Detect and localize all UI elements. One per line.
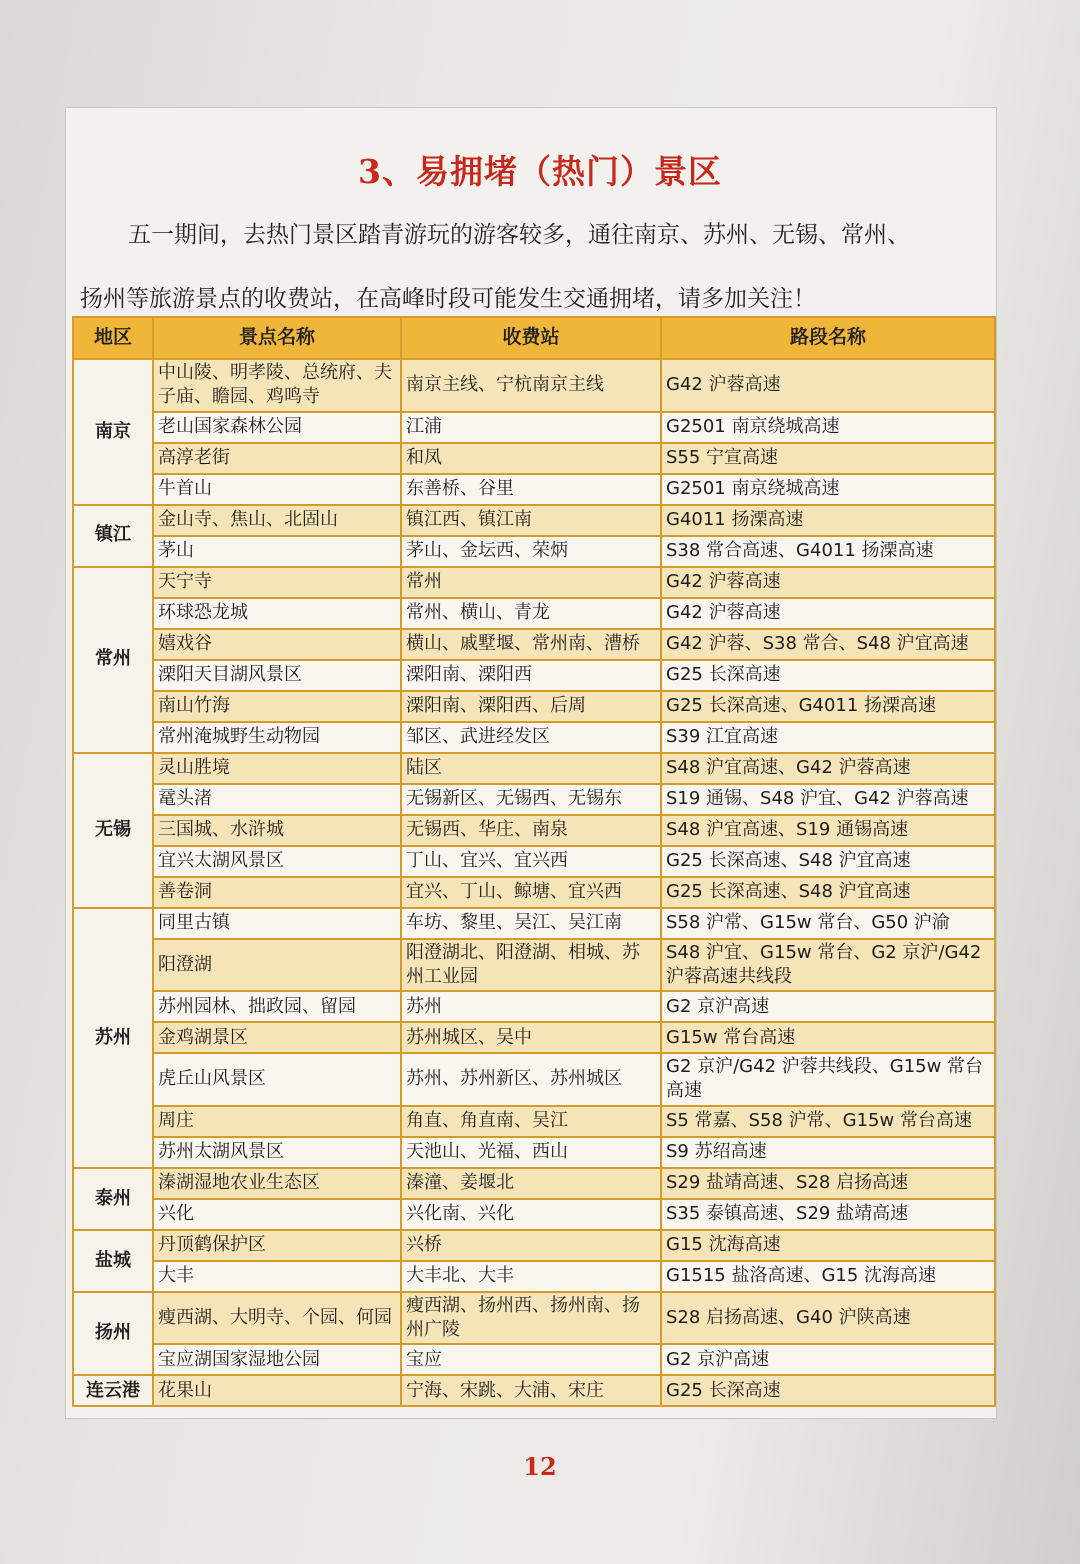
table-row xyxy=(73,1230,995,1261)
region-cell: 扬州 xyxy=(73,1292,153,1376)
scenic-spot-cell: 溱湖湿地农业生态区 xyxy=(153,1168,401,1199)
toll-station-cell: 溱潼、姜堰北 xyxy=(401,1168,661,1199)
scenic-spot-cell: 瘦西湖、大明寺、个园、何园 xyxy=(153,1292,401,1345)
toll-station-cell: 陆区 xyxy=(401,753,661,784)
road-section-cell: S9 苏绍高速 xyxy=(661,1137,995,1168)
road-section-cell: G2 京沪高速 xyxy=(661,991,995,1022)
table-row xyxy=(73,1053,995,1106)
table-body xyxy=(73,359,995,1406)
scenic-spot-cell: 高淳老街 xyxy=(153,443,401,474)
toll-station-cell: 溧阳南、溧阳西、后周 xyxy=(401,691,661,722)
page-number: 12 xyxy=(523,1452,557,1481)
toll-station-cell: 丁山、宜兴、宜兴西 xyxy=(401,846,661,877)
scenic-spot-cell: 三国城、水浒城 xyxy=(153,815,401,846)
header-scenic-spot: 景点名称 xyxy=(153,317,401,359)
region-cell: 镇江 xyxy=(73,505,153,567)
toll-station-cell: 宝应 xyxy=(401,1344,661,1375)
region-cell: 苏州 xyxy=(73,908,153,1168)
scenic-spot-cell: 鼋头渚 xyxy=(153,784,401,815)
toll-station-cell: 东善桥、谷里 xyxy=(401,474,661,505)
table-row xyxy=(73,505,995,536)
toll-station-cell: 苏州城区、吴中 xyxy=(401,1022,661,1053)
road-section-cell: S58 沪常、G15w 常台、G50 沪渝 xyxy=(661,908,995,939)
road-section-cell: G42 沪蓉、S38 常合、S48 沪宜高速 xyxy=(661,629,995,660)
toll-station-cell: 邹区、武进经发区 xyxy=(401,722,661,753)
table-row xyxy=(73,1022,995,1053)
toll-station-cell: 宁海、宋跳、大浦、宋庄 xyxy=(401,1375,661,1406)
scenic-spot-cell: 金山寺、焦山、北固山 xyxy=(153,505,401,536)
road-section-cell: G25 长深高速、G4011 扬溧高速 xyxy=(661,691,995,722)
toll-station-cell: 横山、戚墅堰、常州南、漕桥 xyxy=(401,629,661,660)
table-row xyxy=(73,846,995,877)
toll-station-cell: 无锡新区、无锡西、无锡东 xyxy=(401,784,661,815)
toll-station-cell: 天池山、光福、西山 xyxy=(401,1137,661,1168)
table-row xyxy=(73,1137,995,1168)
table-row xyxy=(73,474,995,505)
road-section-cell: S39 江宜高速 xyxy=(661,722,995,753)
scenic-spot-cell: 金鸡湖景区 xyxy=(153,1022,401,1053)
table-row xyxy=(73,877,995,908)
region-cell: 盐城 xyxy=(73,1230,153,1292)
road-section-cell: S48 沪宜高速、S19 通锡高速 xyxy=(661,815,995,846)
scenic-spot-cell: 茅山 xyxy=(153,536,401,567)
road-section-cell: S35 泰镇高速、S29 盐靖高速 xyxy=(661,1199,995,1230)
toll-station-cell: 角直、角直南、吴江 xyxy=(401,1106,661,1137)
road-section-cell: S48 沪宜高速、G42 沪蓉高速 xyxy=(661,753,995,784)
road-section-cell: G25 长深高速、S48 沪宜高速 xyxy=(661,846,995,877)
toll-station-cell: 宜兴、丁山、鲸塘、宜兴西 xyxy=(401,877,661,908)
road-section-cell: S19 通锡、S48 沪宜、G42 沪蓉高速 xyxy=(661,784,995,815)
toll-station-cell: 瘦西湖、扬州西、扬州南、扬州广陵 xyxy=(401,1292,661,1345)
table-header-row xyxy=(73,317,995,359)
toll-station-cell: 常州 xyxy=(401,567,661,598)
scenic-spot-cell: 牛首山 xyxy=(153,474,401,505)
scenic-spot-cell: 天宁寺 xyxy=(153,567,401,598)
scenic-spot-cell: 善卷洞 xyxy=(153,877,401,908)
intro-line-2: 扬州等旅游景点的收费站，在高峰时段可能发生交通拥堵，请多加关注！ xyxy=(80,286,816,312)
region-cell: 常州 xyxy=(73,567,153,753)
toll-station-cell: 无锡西、华庄、南泉 xyxy=(401,815,661,846)
scenic-spot-cell: 大丰 xyxy=(153,1261,401,1292)
scenic-spot-cell: 虎丘山风景区 xyxy=(153,1053,401,1106)
table-row xyxy=(73,629,995,660)
region-cell: 无锡 xyxy=(73,753,153,908)
table-row xyxy=(73,359,995,412)
toll-station-cell: 大丰北、大丰 xyxy=(401,1261,661,1292)
road-section-cell: G2 京沪/G42 沪蓉共线段、G15w 常台高速 xyxy=(661,1053,995,1106)
toll-station-cell: 阳澄湖北、阳澄湖、相城、苏州工业园 xyxy=(401,939,661,992)
table-row xyxy=(73,1292,995,1345)
scenic-spot-cell: 溧阳天目湖风景区 xyxy=(153,660,401,691)
road-section-cell: G25 长深高速、S48 沪宜高速 xyxy=(661,877,995,908)
toll-station-cell: 南京主线、宁杭南京主线 xyxy=(401,359,661,412)
road-section-cell: G2501 南京绕城高速 xyxy=(661,474,995,505)
table-row xyxy=(73,1261,995,1292)
table-row xyxy=(73,753,995,784)
table-row xyxy=(73,536,995,567)
scenic-spot-cell: 老山国家森林公园 xyxy=(153,412,401,443)
road-section-cell: G42 沪蓉高速 xyxy=(661,598,995,629)
road-section-cell: S28 启扬高速、G40 沪陕高速 xyxy=(661,1292,995,1345)
scenic-spot-cell: 兴化 xyxy=(153,1199,401,1230)
road-section-cell: G15w 常台高速 xyxy=(661,1022,995,1053)
toll-station-cell: 苏州、苏州新区、苏州城区 xyxy=(401,1053,661,1106)
header-toll-station: 收费站 xyxy=(401,317,661,359)
table-row xyxy=(73,1375,995,1406)
region-cell: 泰州 xyxy=(73,1168,153,1230)
road-section-cell: S48 沪宜、G15w 常台、G2 京沪/G42 沪蓉高速共线段 xyxy=(661,939,995,992)
table-row xyxy=(73,991,995,1022)
table-row xyxy=(73,1168,995,1199)
road-section-cell: G25 长深高速 xyxy=(661,1375,995,1406)
toll-station-cell: 镇江西、镇江南 xyxy=(401,505,661,536)
toll-station-cell: 兴化南、兴化 xyxy=(401,1199,661,1230)
section-title: 3、易拥堵（热门）景区 xyxy=(358,152,722,191)
table-row xyxy=(73,1106,995,1137)
table-row xyxy=(73,908,995,939)
toll-station-cell: 江浦 xyxy=(401,412,661,443)
region-cell: 南京 xyxy=(73,359,153,505)
road-section-cell: G1515 盐洛高速、G15 沈海高速 xyxy=(661,1261,995,1292)
table-row xyxy=(73,722,995,753)
scenic-spot-cell: 阳澄湖 xyxy=(153,939,401,992)
scenic-spot-cell: 同里古镇 xyxy=(153,908,401,939)
toll-station-cell: 溧阳南、溧阳西 xyxy=(401,660,661,691)
table-row xyxy=(73,1344,995,1375)
intro-line-1: 五一期间，去热门景区踏青游玩的游客较多，通往南京、苏州、无锡、常州、 xyxy=(128,222,910,248)
toll-station-cell: 兴桥 xyxy=(401,1230,661,1261)
scenic-spot-cell: 南山竹海 xyxy=(153,691,401,722)
scenic-spot-cell: 周庄 xyxy=(153,1106,401,1137)
header-region: 地区 xyxy=(73,317,153,359)
scenic-spot-cell: 苏州太湖风景区 xyxy=(153,1137,401,1168)
scenic-spot-cell: 苏州园林、拙政园、留园 xyxy=(153,991,401,1022)
scenic-spot-cell: 嬉戏谷 xyxy=(153,629,401,660)
scenic-spot-cell: 常州淹城野生动物园 xyxy=(153,722,401,753)
road-section-cell: S38 常合高速、G4011 扬溧高速 xyxy=(661,536,995,567)
road-section-cell: G42 沪蓉高速 xyxy=(661,359,995,412)
header-road-section: 路段名称 xyxy=(661,317,995,359)
table-row xyxy=(73,598,995,629)
road-section-cell: G25 长深高速 xyxy=(661,660,995,691)
scenic-spot-cell: 宝应湖国家湿地公园 xyxy=(153,1344,401,1375)
scenic-spot-cell: 丹顶鹤保护区 xyxy=(153,1230,401,1261)
road-section-cell: G2501 南京绕城高速 xyxy=(661,412,995,443)
road-section-cell: S29 盐靖高速、S28 启扬高速 xyxy=(661,1168,995,1199)
toll-station-cell: 和凤 xyxy=(401,443,661,474)
toll-station-cell: 常州、横山、青龙 xyxy=(401,598,661,629)
road-section-cell: G4011 扬溧高速 xyxy=(661,505,995,536)
scenic-spots-table xyxy=(72,316,996,1407)
table-row xyxy=(73,443,995,474)
scenic-spot-cell: 环球恐龙城 xyxy=(153,598,401,629)
toll-station-cell: 茅山、金坛西、荣炳 xyxy=(401,536,661,567)
toll-station-cell: 苏州 xyxy=(401,991,661,1022)
scenic-spot-cell: 宜兴太湖风景区 xyxy=(153,846,401,877)
table-row xyxy=(73,784,995,815)
table-row xyxy=(73,412,995,443)
table-row xyxy=(73,939,995,992)
road-section-cell: G15 沈海高速 xyxy=(661,1230,995,1261)
table-row xyxy=(73,1199,995,1230)
table-row xyxy=(73,815,995,846)
table-row xyxy=(73,660,995,691)
toll-station-cell: 车坊、黎里、吴江、吴江南 xyxy=(401,908,661,939)
road-section-cell: S55 宁宣高速 xyxy=(661,443,995,474)
road-section-cell: S5 常嘉、S58 沪常、G15w 常台高速 xyxy=(661,1106,995,1137)
road-section-cell: G2 京沪高速 xyxy=(661,1344,995,1375)
table-row xyxy=(73,567,995,598)
road-section-cell: G42 沪蓉高速 xyxy=(661,567,995,598)
table-row xyxy=(73,691,995,722)
scenic-spot-cell: 中山陵、明孝陵、总统府、夫子庙、瞻园、鸡鸣寺 xyxy=(153,359,401,412)
scenic-spot-cell: 灵山胜境 xyxy=(153,753,401,784)
scenic-spot-cell: 花果山 xyxy=(153,1375,401,1406)
region-cell: 连云港 xyxy=(73,1375,153,1406)
